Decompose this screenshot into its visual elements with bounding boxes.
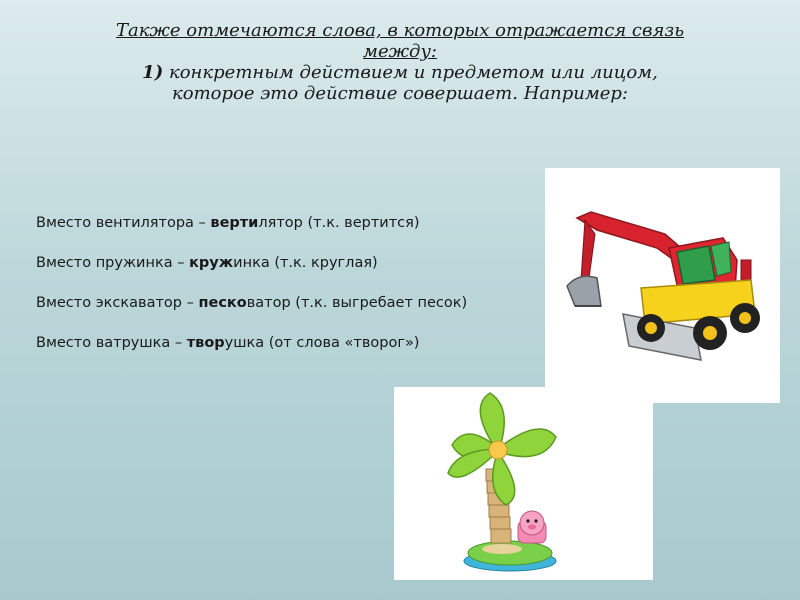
- example-bold-part: верти: [210, 215, 259, 231]
- title-line-4: которое это действие совершает. Например:: [172, 83, 628, 104]
- example-prefix: Вместо вентилятора –: [36, 215, 211, 231]
- example-prefix: Вместо пружинка –: [36, 255, 190, 271]
- example-rest: лятор (т.к. вертится): [258, 215, 420, 231]
- example-item: [36, 333, 536, 373]
- title-number: 1): [142, 62, 164, 83]
- example-prefix: Вместо экскаватор –: [36, 295, 199, 311]
- example-rest: ушка (от слова «творог»): [224, 335, 420, 351]
- example-rest: инка (т.к. круглая): [233, 255, 378, 271]
- example-item: [36, 253, 536, 293]
- palm-fan-toy-image: [394, 387, 653, 580]
- example-rest: ватор (т.к. выгребает песок): [246, 295, 468, 311]
- title-line-1: Также отмечаются слова, в которых отражается связь: [115, 20, 685, 41]
- slide-title: [80, 20, 720, 104]
- example-bold-part: твор: [186, 335, 225, 351]
- examples-list: [36, 213, 536, 373]
- example-prefix: Вместо ватрушка –: [36, 335, 187, 351]
- example-item: [36, 213, 536, 253]
- title-line-3: конкретным действием и предметом или лицом,: [168, 62, 658, 83]
- excavator-toy-image: [545, 168, 780, 403]
- example-item: [36, 293, 536, 333]
- title-line-2: между:: [363, 41, 437, 62]
- example-bold-part: круж: [189, 255, 234, 271]
- example-bold-part: песко: [198, 295, 247, 311]
